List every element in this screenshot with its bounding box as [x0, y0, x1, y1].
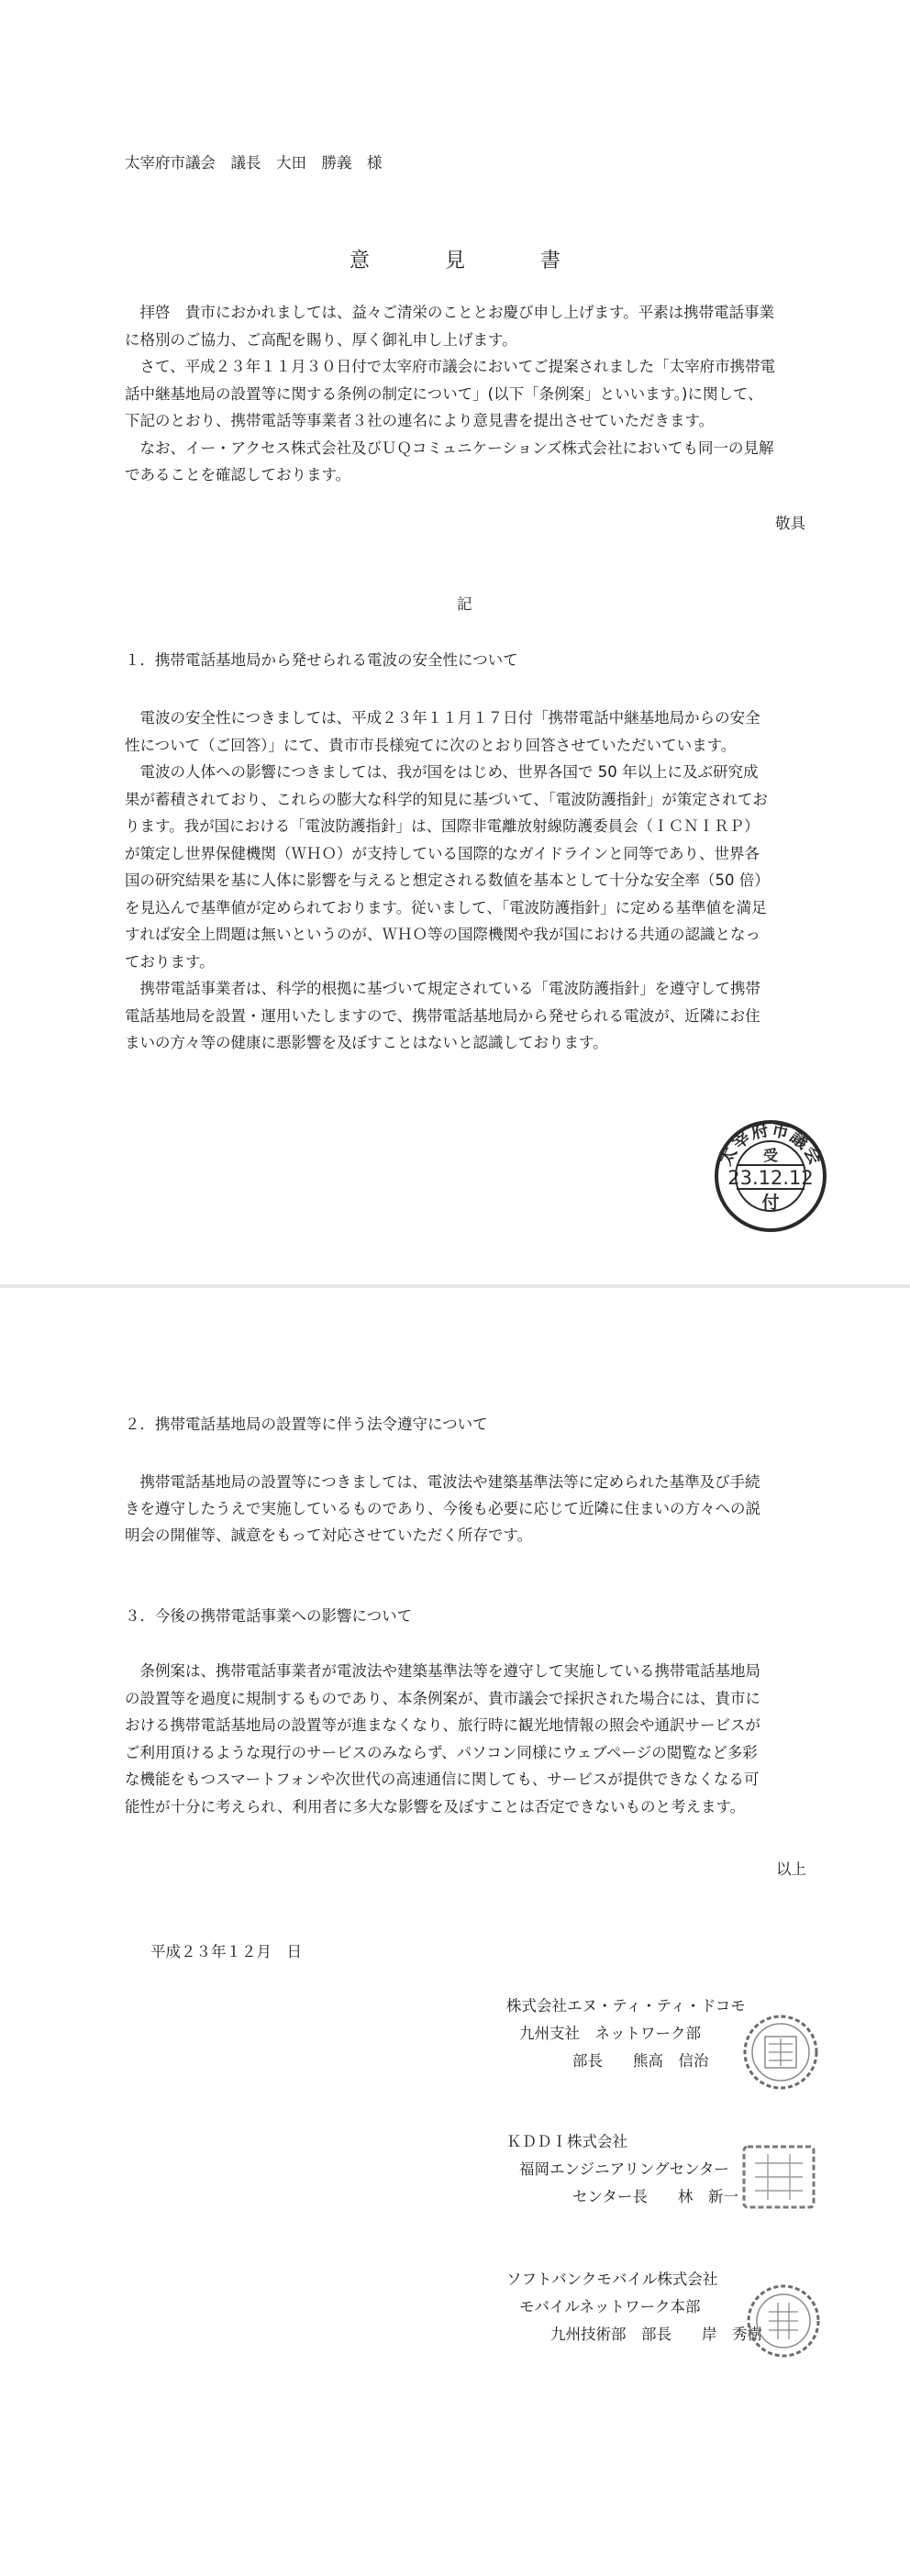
- section-3-line: な機能をもつスマートフォンや次世代の高速通信に関しても、サービスが提供できなくなる可: [125, 1771, 760, 1788]
- closing-ijo: 以上: [776, 1860, 806, 1878]
- signatory-3-name: 九州技術部 部長 岸 秀樹: [550, 2326, 762, 2343]
- section-3-line: 条例案は、携帯電話事業者が電波法や建築基準法等を遵守して実施している携帯電話基地局: [125, 1662, 760, 1680]
- section-2-line: 携帯電話基地局の設置等につきましては、電波法や建築基準法等に定められた基準及び手続: [125, 1473, 760, 1491]
- section-1-line: ります。我が国における「電波防護指針」は、国際非電離放射線防護委員会（ＩＣＮＩＲＰ）: [125, 817, 760, 835]
- section-2-line: 明会の開催等、誠意をもって対応させていただく所存です。: [125, 1527, 533, 1544]
- reception-stamp: [712, 1117, 829, 1235]
- signatory-3-hanko: [745, 2282, 822, 2359]
- intro-line: なお、イー・アクセス株式会社及びＵＱコミュニケーションズ株式会社においても同一の見解: [125, 439, 774, 457]
- signatory-2-name: センター長 林 新一: [572, 2188, 738, 2205]
- section-1-line: まいの方々等の健康に悪影響を及ぼすことはないと認識しております。: [125, 1034, 608, 1051]
- ki-marker: 記: [457, 595, 472, 613]
- document-title: 意 見 書: [349, 250, 588, 272]
- section-1-line: が策定し世界保健機関（ＷＨＯ）が支持している国際的なガイドラインと同等であり、世界各: [125, 844, 760, 862]
- section-1-line: すれば安全上問題は無いというのが、ＷＨＯ等の国際機関や我が国における共通の認識となっ: [125, 926, 760, 943]
- section-2-line: きを遵守したうえで実施しているものであり、今後も必要に応じて近隣に住まいの方々への説: [125, 1500, 760, 1517]
- section-3-line: ご利用頂けるような現行のサービスのみならず、パソコン同様にウェブページの閲覧など多彩: [125, 1743, 758, 1761]
- stamp-lower-text: 付: [761, 1193, 780, 1213]
- closing-keigu: 敬具: [775, 515, 805, 532]
- addressee: 太宰府市議会 議長 大田 勝義 様: [125, 154, 383, 172]
- intro-line: であることを確認しております。: [125, 466, 351, 483]
- stamp-date-text: 23.12.12: [727, 1167, 814, 1189]
- document-page-1: [0, 0, 910, 1284]
- intro-line: 話中継基地局の設置等に関する条例の制定について」(以下「条例案」といいます。)に関して、: [125, 384, 763, 403]
- section-1-heading: １．携帯電話基地局から発せられる電波の安全性について: [125, 651, 518, 669]
- section-1-line: 国の研究結果を基に人体に影響を与えると想定される数値を基本として十分な安全率（50 倍）: [125, 872, 770, 889]
- intro-line: さて、平成２３年１１月３０日付で太宰府市議会においてご提案されました「太宰府市携帯電: [125, 358, 776, 375]
- signatory-1-company: 株式会社エヌ・ティ・ティ・ドコモ: [506, 1997, 746, 2015]
- section-1-line: 果が蓄積されており、これらの膨大な科学的知見に基づいて、「電波防護指針」が策定されてお: [125, 790, 768, 808]
- signatory-2-dept: 福岡エンジニアリングセンター: [519, 2160, 729, 2178]
- section-1-line: ております。: [125, 952, 215, 971]
- signatory-3-dept: モバイルネットワーク本部: [519, 2298, 701, 2315]
- intro-line: に格別のご協力、ご高配を賜り、厚く御礼申し上げます。: [125, 330, 517, 349]
- intro-line: 下記のとおり、携帯電話等事業者３社の連名により意見書を提出させていただきます。: [125, 412, 715, 429]
- section-1-body: [125, 705, 770, 1057]
- document-date: 平成２３年１２月 日: [150, 1943, 302, 1960]
- section-3-heading: ３．今後の携帯電話事業への影響について: [125, 1607, 413, 1625]
- stamp-org-text: 太宰府市議会: [715, 1119, 827, 1169]
- signatory-2-company: ＫＤＤＩ株式会社: [506, 2133, 627, 2150]
- signatory-1-name: 部長 熊高 信治: [572, 2052, 709, 2070]
- section-1-line: 性について（ご回答）」にて、貴市市長様宛てに次のとおり回答させていただいています。: [125, 736, 737, 754]
- document-page-2: [0, 1288, 910, 2576]
- section-2-body: [125, 1469, 760, 1549]
- section-1-line: を見込んで基準値が定められております。従いまして、「電波防護指針」に定める基準値を満足: [125, 898, 767, 916]
- stamp-upper-text: 受: [762, 1147, 779, 1164]
- section-3-line: 能性が十分に考えられ、利用者に多大な影響を及ぼすことは否定できないものと考えます。: [125, 1797, 746, 1815]
- section-3-line: の設置等を過度に規制するものであり、本条例案が、貴市議会で採択された場合には、貴市に: [125, 1689, 760, 1707]
- intro-paragraph: [125, 299, 775, 489]
- section-1-line: 電話基地局を設置・運用いたしますので、携帯電話基地局から発せられる電波が、近隣にお住: [125, 1006, 760, 1025]
- section-1-line: 電波の人体への影響につきましては、我が国をはじめ、世界各国で 50 年以上に及ぶ研究成: [125, 763, 759, 781]
- signatory-3-company: ソフトバンクモバイル株式会社: [506, 2271, 718, 2288]
- signatory-2-hanko: [738, 2141, 819, 2213]
- section-3-line: おける携帯電話基地局の設置等が進まなくなり、旅行時に観光地情報の照会や通訳サービスが: [125, 1716, 760, 1734]
- signatory-1-hanko: [741, 2013, 820, 2092]
- section-2-heading: ２．携帯電話基地局の設置等に伴う法令遵守について: [125, 1416, 488, 1433]
- signatory-1-dept: 九州支社 ネットワーク部: [519, 2025, 701, 2042]
- section-1-line: 携帯電話事業者は、科学的根拠に基づいて規定されている「電波防護指針」を遵守して携帯: [125, 980, 760, 997]
- section-3-body: [125, 1658, 760, 1820]
- intro-line: 拝啓 貴市におかれましては、益々ご清栄のこととお慶び申し上げます。平素は携帯電話事業: [125, 304, 775, 321]
- section-1-line: 電波の安全性につきましては、平成２３年１１月１７日付「携帯電話中継基地局からの安全: [125, 709, 760, 727]
